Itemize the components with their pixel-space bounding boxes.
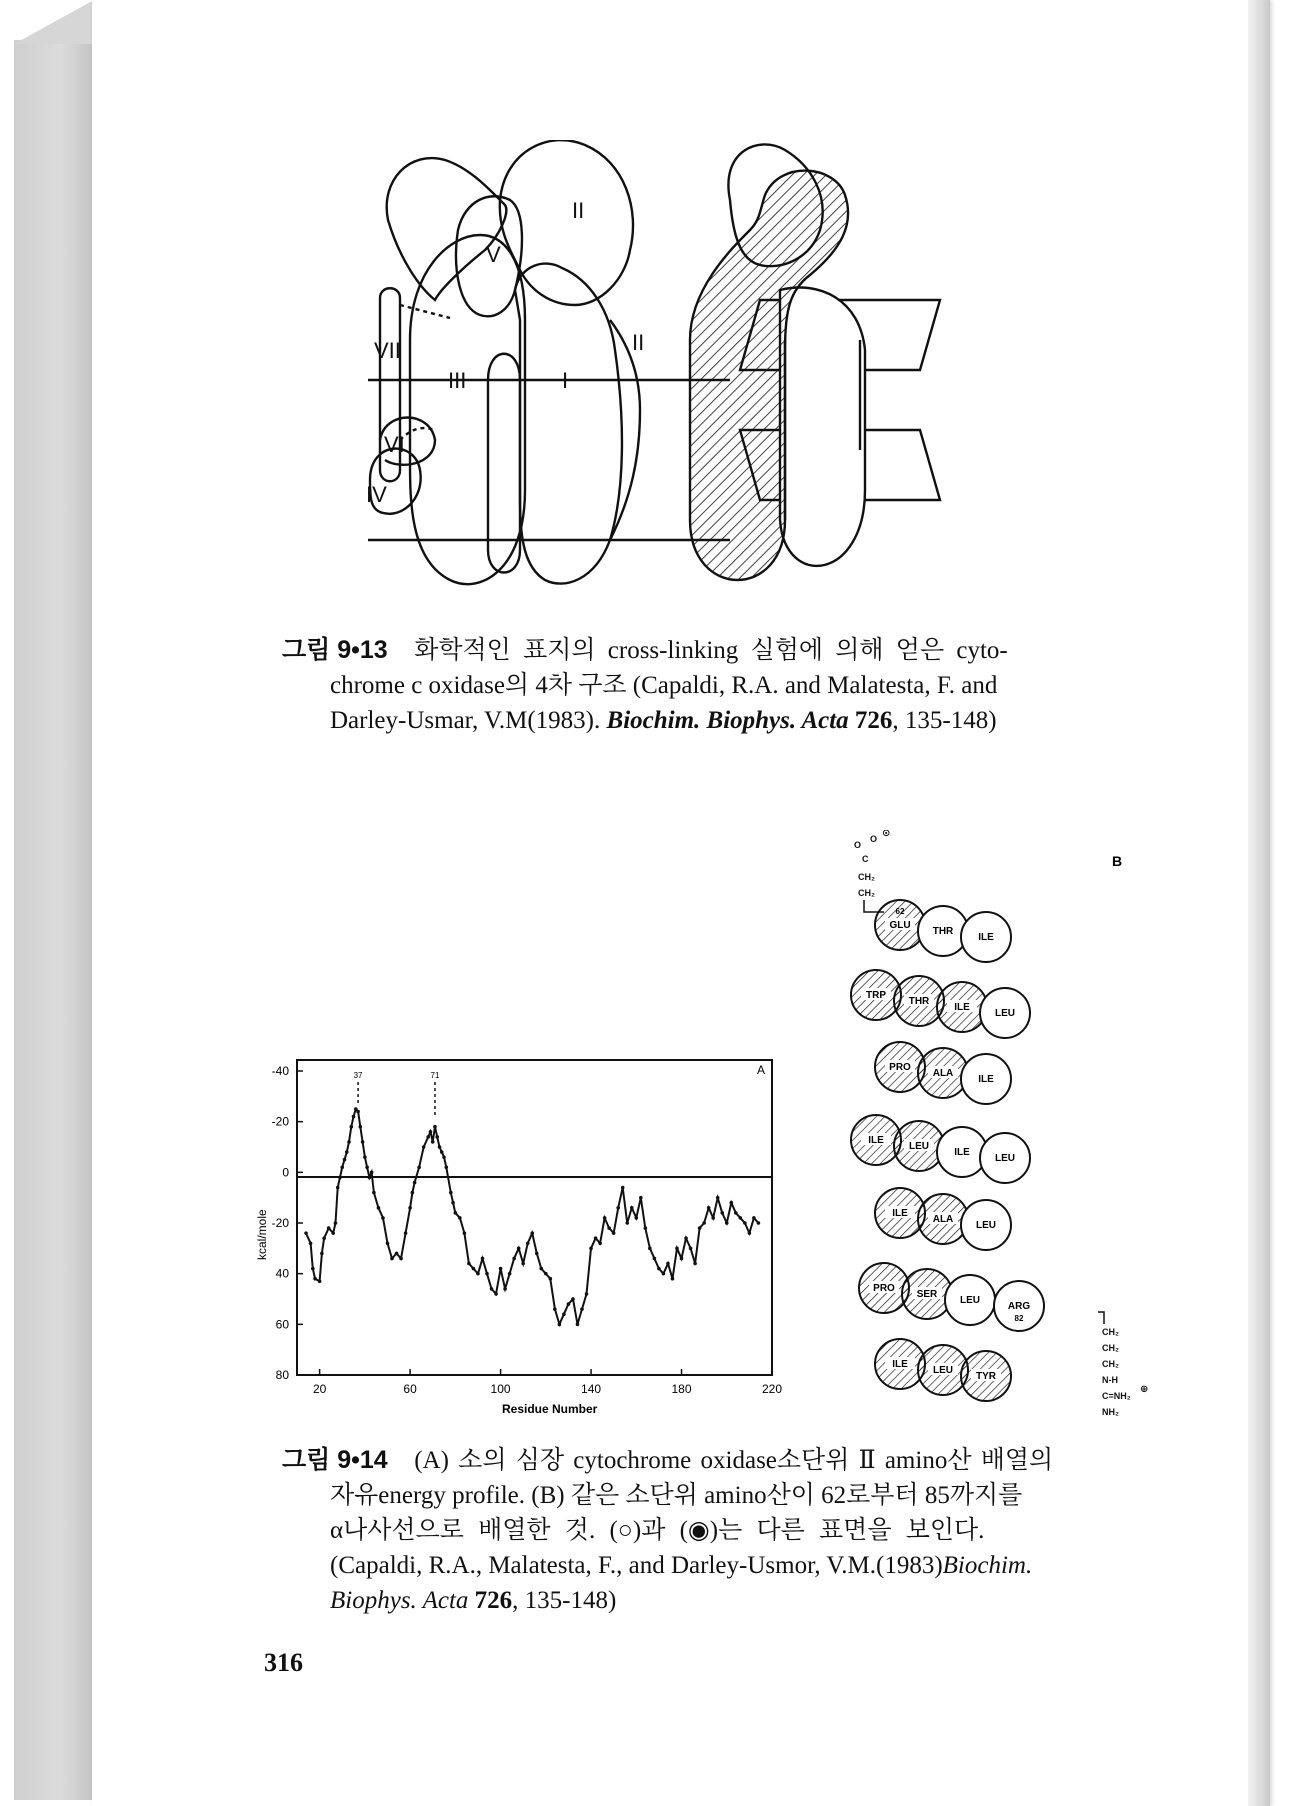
profile-point xyxy=(440,1150,444,1154)
residue-leu xyxy=(945,1275,995,1325)
profile-point xyxy=(429,1130,433,1134)
caption-9-14-line5 xyxy=(282,1583,1122,1618)
residue-ile xyxy=(937,982,987,1032)
profile-point xyxy=(698,1226,702,1230)
top-side-chain xyxy=(854,830,890,912)
profile-point xyxy=(349,1125,353,1129)
residue-arg xyxy=(994,1281,1044,1331)
label-IV: IV xyxy=(366,482,387,507)
profile-point xyxy=(607,1226,611,1230)
book-spine-top xyxy=(14,0,94,44)
label-VI: VI xyxy=(384,432,405,457)
bottom-chain-nh: N-H xyxy=(1102,1375,1118,1385)
label-II-top: II xyxy=(572,198,585,223)
bottom-chain-plus: ⊕ xyxy=(1140,1384,1149,1395)
profile-point xyxy=(508,1272,512,1276)
profile-point xyxy=(580,1307,584,1311)
profile-point xyxy=(639,1196,643,1200)
profile-point xyxy=(499,1267,503,1271)
caption-9-14-text1: (A) 소의 심장 cytochrome oxidase소단위 Ⅱ amino산 배열의 xyxy=(414,1447,1054,1474)
profile-point xyxy=(336,1186,340,1190)
peak-label: 71 xyxy=(430,1071,440,1080)
bottom-chain-ch2-3: CH₂ xyxy=(1102,1359,1119,1369)
profile-point xyxy=(653,1257,657,1261)
label-V: V xyxy=(486,242,501,267)
profile-point xyxy=(381,1216,385,1220)
caption-9-14-line1 xyxy=(282,1443,1122,1478)
residue-ile xyxy=(961,1054,1011,1104)
residue-ser xyxy=(902,1269,952,1319)
top-chain-o1: O xyxy=(854,840,862,850)
residue-label: ALA xyxy=(932,1068,954,1079)
residue-label: ILE xyxy=(978,1074,994,1085)
profile-point xyxy=(404,1231,408,1235)
figure-9-14-caption xyxy=(282,1443,1122,1618)
figure-9-14-helix-diagram xyxy=(840,830,1160,1430)
profile-point xyxy=(327,1226,331,1230)
profile-point xyxy=(526,1241,530,1245)
profile-point xyxy=(454,1211,458,1215)
profile-point xyxy=(644,1226,648,1230)
x-tick-label: 60 xyxy=(403,1382,417,1396)
residue-number: 62 xyxy=(895,907,905,916)
subunit-III xyxy=(410,235,525,584)
profile-point xyxy=(666,1262,670,1266)
residue-label: LEU xyxy=(909,1141,929,1152)
caption-9-13-line1 xyxy=(282,633,1122,668)
profile-point xyxy=(442,1155,446,1159)
residue-label: ALA xyxy=(932,1214,954,1225)
residue-ile xyxy=(875,1339,925,1389)
residue-thr xyxy=(894,976,944,1026)
profile-point xyxy=(395,1252,399,1256)
profile-point xyxy=(757,1221,761,1225)
profile-point xyxy=(558,1323,562,1327)
caption-9-13-text1: 화학적인 표지의 cross-linking 실험에 의해 얻은 cyto- xyxy=(414,637,1008,664)
profile-point xyxy=(729,1201,733,1205)
profile-point xyxy=(411,1191,415,1195)
residue-glu xyxy=(875,900,925,950)
profile-point xyxy=(716,1196,720,1200)
peak-annotations xyxy=(354,1071,440,1118)
chart-frame xyxy=(297,1060,772,1375)
bottom-chain-cnh2: C=NH₂ xyxy=(1102,1391,1131,1401)
page-number: 316 xyxy=(264,1648,303,1677)
residue-label: PRO xyxy=(889,1062,911,1073)
profile-point xyxy=(422,1145,426,1149)
x-tick-label: 180 xyxy=(671,1382,692,1396)
profile-point xyxy=(621,1186,625,1190)
profile-point xyxy=(675,1247,679,1251)
y-tick-label: 60 xyxy=(275,1317,289,1332)
x-tick-label: 220 xyxy=(761,1382,783,1396)
x-tick-label: 20 xyxy=(312,1382,327,1396)
profile-point xyxy=(743,1221,747,1225)
x-tick-label: 100 xyxy=(490,1382,511,1396)
profile-point xyxy=(356,1110,360,1114)
profile-point xyxy=(589,1247,593,1251)
profile-point xyxy=(359,1125,363,1129)
profile-point xyxy=(576,1323,580,1327)
residue-pro xyxy=(859,1263,909,1313)
profile-point xyxy=(476,1272,480,1276)
profile-point xyxy=(320,1252,324,1256)
caption-9-13-line2: chrome c oxidase의 4차 구조 (Capaldi, R.A. and Malatesta, F. and xyxy=(330,672,998,699)
profile-point xyxy=(485,1272,489,1276)
profile-point xyxy=(438,1145,442,1149)
profile-point xyxy=(340,1165,344,1169)
residue-label: THR xyxy=(932,926,954,937)
panel-b-letter: B xyxy=(1112,853,1123,869)
residue-tyr xyxy=(961,1351,1011,1401)
x-axis-label: Residue Number xyxy=(502,1402,598,1416)
caption-9-13-journal: Biochim. Biophys. Acta xyxy=(606,707,849,734)
residue-label: LEU xyxy=(995,1008,1015,1019)
profile-point xyxy=(616,1206,620,1210)
bottom-chain-ch2-1: CH₂ xyxy=(1102,1327,1119,1337)
profile-point xyxy=(689,1247,693,1251)
peak-label: 37 xyxy=(353,1071,363,1080)
residue-label: ILE xyxy=(978,932,994,943)
subunit-left-top-lobe xyxy=(387,158,507,300)
profile-point xyxy=(408,1206,412,1210)
x-ticks xyxy=(313,1369,782,1396)
residue-leu xyxy=(918,1345,968,1395)
profile-point xyxy=(472,1267,476,1271)
residue-thr xyxy=(918,906,968,956)
profile-point xyxy=(657,1267,661,1271)
residue-ile xyxy=(851,1115,901,1165)
profile-point xyxy=(603,1216,607,1220)
energy-profile-points xyxy=(304,1107,760,1326)
profile-point xyxy=(490,1287,494,1291)
residue-circles xyxy=(851,900,1044,1401)
bottom-side-chain xyxy=(1098,1312,1148,1417)
profile-point xyxy=(417,1165,421,1169)
profile-point xyxy=(413,1181,417,1185)
profile-point xyxy=(444,1165,448,1169)
y-tick-label: -20 xyxy=(271,1114,289,1129)
profile-point xyxy=(334,1221,338,1225)
profile-point xyxy=(426,1135,430,1139)
profile-point xyxy=(725,1221,729,1225)
residue-trp xyxy=(851,970,901,1020)
caption-9-14-pages: , 135-148) xyxy=(512,1587,617,1614)
caption-9-14-volume: 726 xyxy=(474,1587,513,1614)
residue-ile xyxy=(937,1127,987,1177)
profile-point xyxy=(544,1272,548,1276)
residue-label: ILE xyxy=(892,1208,908,1219)
residue-label: LEU xyxy=(960,1295,980,1306)
profile-point xyxy=(368,1176,372,1180)
profile-point xyxy=(377,1206,381,1210)
residue-label: THR xyxy=(908,996,930,1007)
profile-point xyxy=(530,1231,534,1235)
profile-point xyxy=(634,1216,638,1220)
y-ticks xyxy=(272,1064,303,1382)
residue-label: SER xyxy=(916,1289,938,1300)
subunit-I xyxy=(515,264,622,584)
residue-label: GLU xyxy=(889,920,911,931)
profile-point xyxy=(594,1236,598,1240)
energy-profile-line xyxy=(306,1109,758,1324)
profile-point xyxy=(702,1221,706,1225)
page-edge xyxy=(1248,0,1270,1806)
top-chain-ch2-2: CH₂ xyxy=(858,888,875,898)
right-unhatched-body xyxy=(780,288,865,566)
residue-ile xyxy=(875,1188,925,1238)
profile-point xyxy=(648,1247,652,1251)
profile-point xyxy=(363,1155,367,1159)
residue-label: ILE xyxy=(954,1147,970,1158)
residue-number: 82 xyxy=(1014,1314,1024,1323)
profile-point xyxy=(361,1140,365,1144)
profile-point xyxy=(539,1267,543,1271)
caption-9-14-line2: 자유energy profile. (B) 같은 소단위 amino산이 62로부터 85까지를 xyxy=(330,1482,1023,1509)
profile-point xyxy=(318,1279,322,1283)
profile-point xyxy=(313,1277,317,1281)
residue-label: LEU xyxy=(995,1153,1015,1164)
profile-point xyxy=(684,1236,688,1240)
profile-point xyxy=(343,1158,347,1162)
profile-point xyxy=(370,1171,374,1175)
residue-ala xyxy=(918,1048,968,1098)
label-I: I xyxy=(562,368,569,393)
caption-9-14-line3: α나사선으로 배열한 것. (○)과 (◉)는 다른 표면을 보인다. xyxy=(330,1517,985,1544)
profile-point xyxy=(748,1231,752,1235)
profile-point xyxy=(503,1287,507,1291)
profile-point xyxy=(693,1262,697,1266)
residue-label: ILE xyxy=(892,1359,908,1370)
top-chain-ch2-1: CH₂ xyxy=(858,872,875,882)
profile-point xyxy=(553,1307,557,1311)
x-tick-label: 140 xyxy=(581,1382,602,1396)
profile-point xyxy=(571,1297,575,1301)
profile-point xyxy=(365,1165,369,1169)
y-tick-label: 40 xyxy=(275,1266,289,1281)
profile-point xyxy=(562,1312,566,1316)
profile-point xyxy=(662,1272,666,1276)
caption-9-14-journal-a: Biochim. xyxy=(942,1552,1033,1579)
figure-9-13-diagram xyxy=(340,140,1030,610)
profile-point xyxy=(304,1231,308,1235)
residue-ile xyxy=(961,912,1011,962)
book-spine xyxy=(14,40,92,1800)
profile-point xyxy=(521,1262,525,1266)
figure-9-14-chart xyxy=(252,1050,842,1430)
residue-label: LEU xyxy=(976,1220,996,1231)
panel-a-letter: A xyxy=(757,1063,766,1077)
profile-point xyxy=(345,1150,349,1154)
label-II-side: II xyxy=(632,330,645,355)
profile-point xyxy=(625,1221,629,1225)
y-tick-label: 80 xyxy=(275,1368,289,1382)
profile-point xyxy=(322,1236,326,1240)
y-tick-label: 0 xyxy=(282,1165,289,1180)
caption-9-14-authors: (Capaldi, R.A., Malatesta, F., and Darley-Usmor, V.M.(1983) xyxy=(330,1552,943,1579)
profile-point xyxy=(467,1262,471,1266)
caption-9-13-authors: Darley-Usmar, V.M(1983). xyxy=(330,707,607,734)
residue-label: PRO xyxy=(873,1283,895,1294)
figure-9-13-caption xyxy=(282,633,1122,738)
profile-point xyxy=(372,1191,376,1195)
profile-point xyxy=(433,1125,437,1129)
profile-point xyxy=(567,1302,571,1306)
caption-9-13-volume: 726 xyxy=(854,707,893,734)
profile-point xyxy=(630,1206,634,1210)
caption-9-14-label: 그림 9•14 xyxy=(282,1446,388,1474)
label-III: III xyxy=(448,368,467,393)
residue-label: TRP xyxy=(866,990,886,1001)
bottom-chain-nh2: NH₂ xyxy=(1102,1407,1119,1417)
profile-point xyxy=(352,1115,356,1119)
profile-point xyxy=(549,1277,553,1281)
profile-point xyxy=(449,1191,453,1195)
caption-9-14-journal-b: Biophys. Acta xyxy=(330,1587,469,1614)
profile-point xyxy=(451,1201,455,1205)
profile-point xyxy=(734,1211,738,1215)
y-tick-label: -40 xyxy=(271,1064,289,1078)
profile-point xyxy=(481,1257,485,1261)
profile-point xyxy=(347,1140,351,1144)
profile-point xyxy=(739,1216,743,1220)
profile-point xyxy=(671,1277,675,1281)
caption-9-13-label: 그림 9•13 xyxy=(282,636,388,664)
profile-point xyxy=(752,1216,756,1220)
residue-leu xyxy=(894,1121,944,1171)
profile-point xyxy=(331,1231,335,1235)
y-axis-label: kcal/mole xyxy=(255,1209,269,1260)
caption-9-14-line4 xyxy=(282,1548,1122,1583)
top-chain-c: C xyxy=(862,854,869,864)
residue-pro xyxy=(875,1042,925,1092)
profile-point xyxy=(309,1241,313,1245)
residue-label: ILE xyxy=(868,1135,884,1146)
profile-point xyxy=(463,1231,467,1235)
profile-point xyxy=(612,1231,616,1235)
caption-9-13-line3 xyxy=(282,703,1122,738)
residue-leu xyxy=(961,1200,1011,1250)
profile-point xyxy=(494,1292,498,1296)
profile-point xyxy=(598,1241,602,1245)
caption-9-13-pages: , 135-148) xyxy=(892,707,997,734)
residue-leu xyxy=(980,1133,1030,1183)
top-chain-minus: ⊙ xyxy=(882,830,891,839)
profile-point xyxy=(535,1252,539,1256)
profile-point xyxy=(512,1257,516,1261)
residue-label: ARG xyxy=(1007,1301,1031,1312)
profile-point xyxy=(711,1216,715,1220)
profile-point xyxy=(720,1211,724,1215)
residue-leu xyxy=(980,988,1030,1038)
profile-point xyxy=(707,1206,711,1210)
residue-label: LEU xyxy=(933,1365,953,1376)
profile-point xyxy=(386,1241,390,1245)
residue-ala xyxy=(918,1194,968,1244)
residue-label: ILE xyxy=(954,1002,970,1013)
label-VII: VII xyxy=(374,338,401,363)
bottom-chain-ch2-2: CH₂ xyxy=(1102,1343,1119,1353)
profile-point xyxy=(585,1292,589,1296)
residue-label: TYR xyxy=(976,1371,996,1382)
top-chain-o2: O xyxy=(870,834,878,844)
profile-point xyxy=(390,1257,394,1261)
profile-point xyxy=(435,1135,439,1139)
profile-point xyxy=(458,1216,462,1220)
profile-point xyxy=(680,1257,684,1261)
profile-point xyxy=(311,1267,315,1271)
profile-point xyxy=(431,1140,435,1144)
y-tick-label: -20 xyxy=(271,1216,289,1230)
profile-point xyxy=(517,1247,521,1251)
profile-point xyxy=(399,1257,403,1261)
profile-point xyxy=(338,1176,342,1180)
